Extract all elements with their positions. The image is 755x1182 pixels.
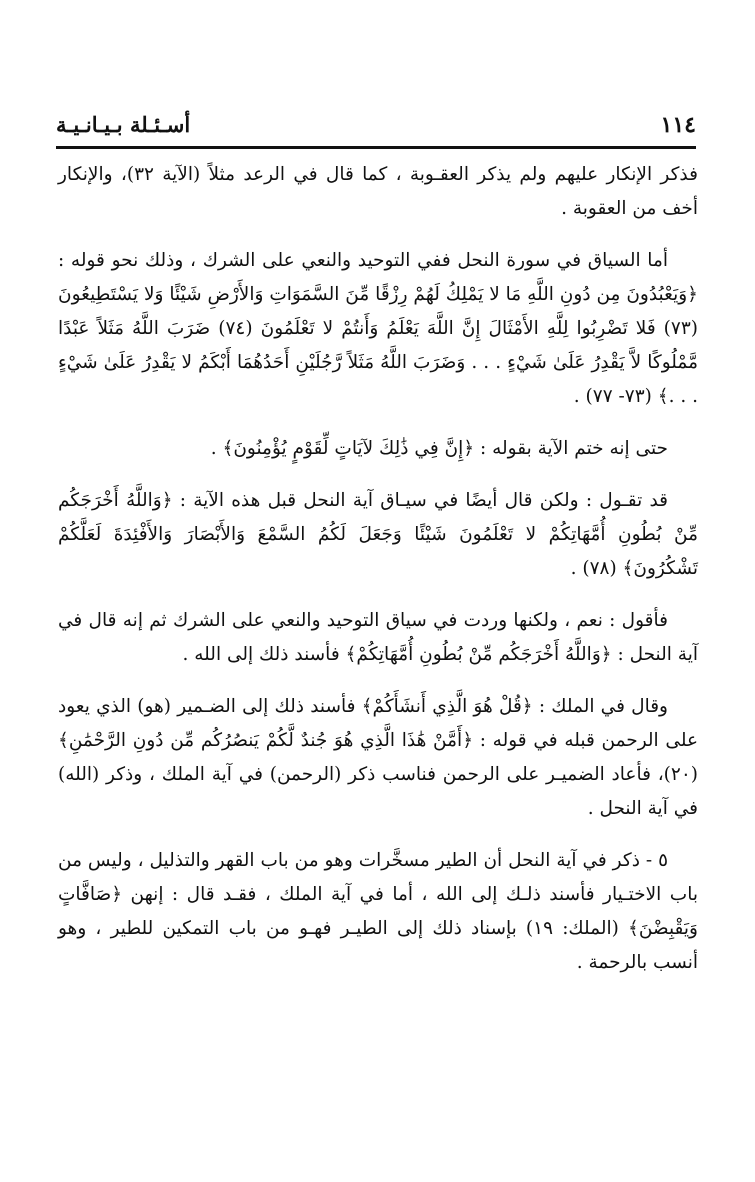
page-number: ١١٤ bbox=[660, 112, 696, 138]
paragraph-3: حتى إنه ختم الآية بقوله : ﴿إِنَّ فِي ذَٰلِكَ لآيَاتٍ لِّقَوْمٍ يُؤْمِنُونَ﴾ . bbox=[210, 438, 668, 459]
page-header bbox=[56, 108, 696, 152]
paragraph-1: فذكر الإنكار عليهم ولم يذكر العقـوبة ، كما قال في الرعد مثلاً (الآية ٣٢)، والإنكار أخف من العقوبة . bbox=[58, 164, 698, 219]
paragraph-6: وقال في الملك : ﴿قُلْ هُوَ الَّذِي أَنشَأَكُمْ﴾ فأسند ذلك إلى الضـمير (هو) الذي يعود على الرحمن قبله في قوله : ﴿أَمَّنْ هَٰذَا الَّذِي هُوَ جُندٌ لَّكُمْ يَنصُرُكُم مِّن دُونِ الرَّحْمَٰنِ﴾ (٢٠)، فأعاد الضميـر على الرحمن فناسب ذكر (الرحمن) في آية الملك ، وذكر (الله) في آية النحل . bbox=[58, 696, 698, 819]
paragraph-2: أما السياق في سورة النحل ففي التوحيد والنعي على الشرك ، وذلك نحو قوله : ﴿وَيَعْبُدُونَ مِن دُونِ اللَّهِ مَا لا يَمْلِكُ لَهُمْ رِزْقًا مِّنَ السَّمَوَاتِ وَالأَرْضِ شَيْئًا وَلا يَسْتَطِيعُونَ (٧٣) فَلا تَضْرِبُوا لِلَّهِ الأَمْثَالَ إِنَّ اللَّهَ يَعْلَمُ وَأَنتُمْ لا تَعْلَمُونَ (٧٤) ضَرَبَ اللَّهُ مَثَلاً عَبْدًا مَّمْلُوكًا لاَّ يَقْدِرُ عَلَىٰ شَيْءٍ . . . وَضَرَبَ اللَّهُ مَثَلاً رَّجُلَيْنِ أَحَدُهُمَا أَبْكَمُ لا يَقْدِرُ عَلَىٰ شَيْءٍ . . .﴾ (٧٣- ٧٧) . bbox=[58, 250, 698, 407]
header-rule bbox=[56, 146, 696, 149]
paragraph-4: قد تقـول : ولكن قال أيضًا في سيـاق آية النحل قبل هذه الآية : ﴿وَاللَّهُ أَخْرَجَكُم مِّنْ بُطُونِ أُمَّهَاتِكُمْ لا تَعْلَمُونَ شَيْئًا وَجَعَلَ لَكُمُ السَّمْعَ وَالأَبْصَارَ وَالأَفْئِدَةَ لَعَلَّكُمْ تَشْكُرُونَ﴾ (٧٨) . bbox=[58, 490, 698, 579]
paragraph-7: ٥ - ذكر في آية النحل أن الطير مسخَّرات وهو من باب القهر والتذليل ، وليس من باب الاختـيار فأسند ذلـك إلى الله ، أما في آية الملك ، فقـد قال : إنهن ﴿صَافَّاتٍ وَيَقْبِضْنَ﴾ (الملك: ١٩) بإسناد ذلك إلى الطيـر فهـو من باب التمكين للطير ، وهو أنسب بالرحمة . bbox=[58, 850, 698, 973]
running-title: أسـئـلة بـيـانـيـة bbox=[56, 112, 191, 137]
paragraph-5: فأقول : نعم ، ولكنها وردت في سياق التوحيد والنعي على الشرك ثم إنه قال في آية النحل : ﴿وَاللَّهُ أَخْرَجَكُم مِّنْ بُطُونِ أُمَّهَاتِكُمْ﴾ فأسند ذلك إلى الله . bbox=[58, 610, 698, 665]
page-body bbox=[58, 158, 698, 998]
